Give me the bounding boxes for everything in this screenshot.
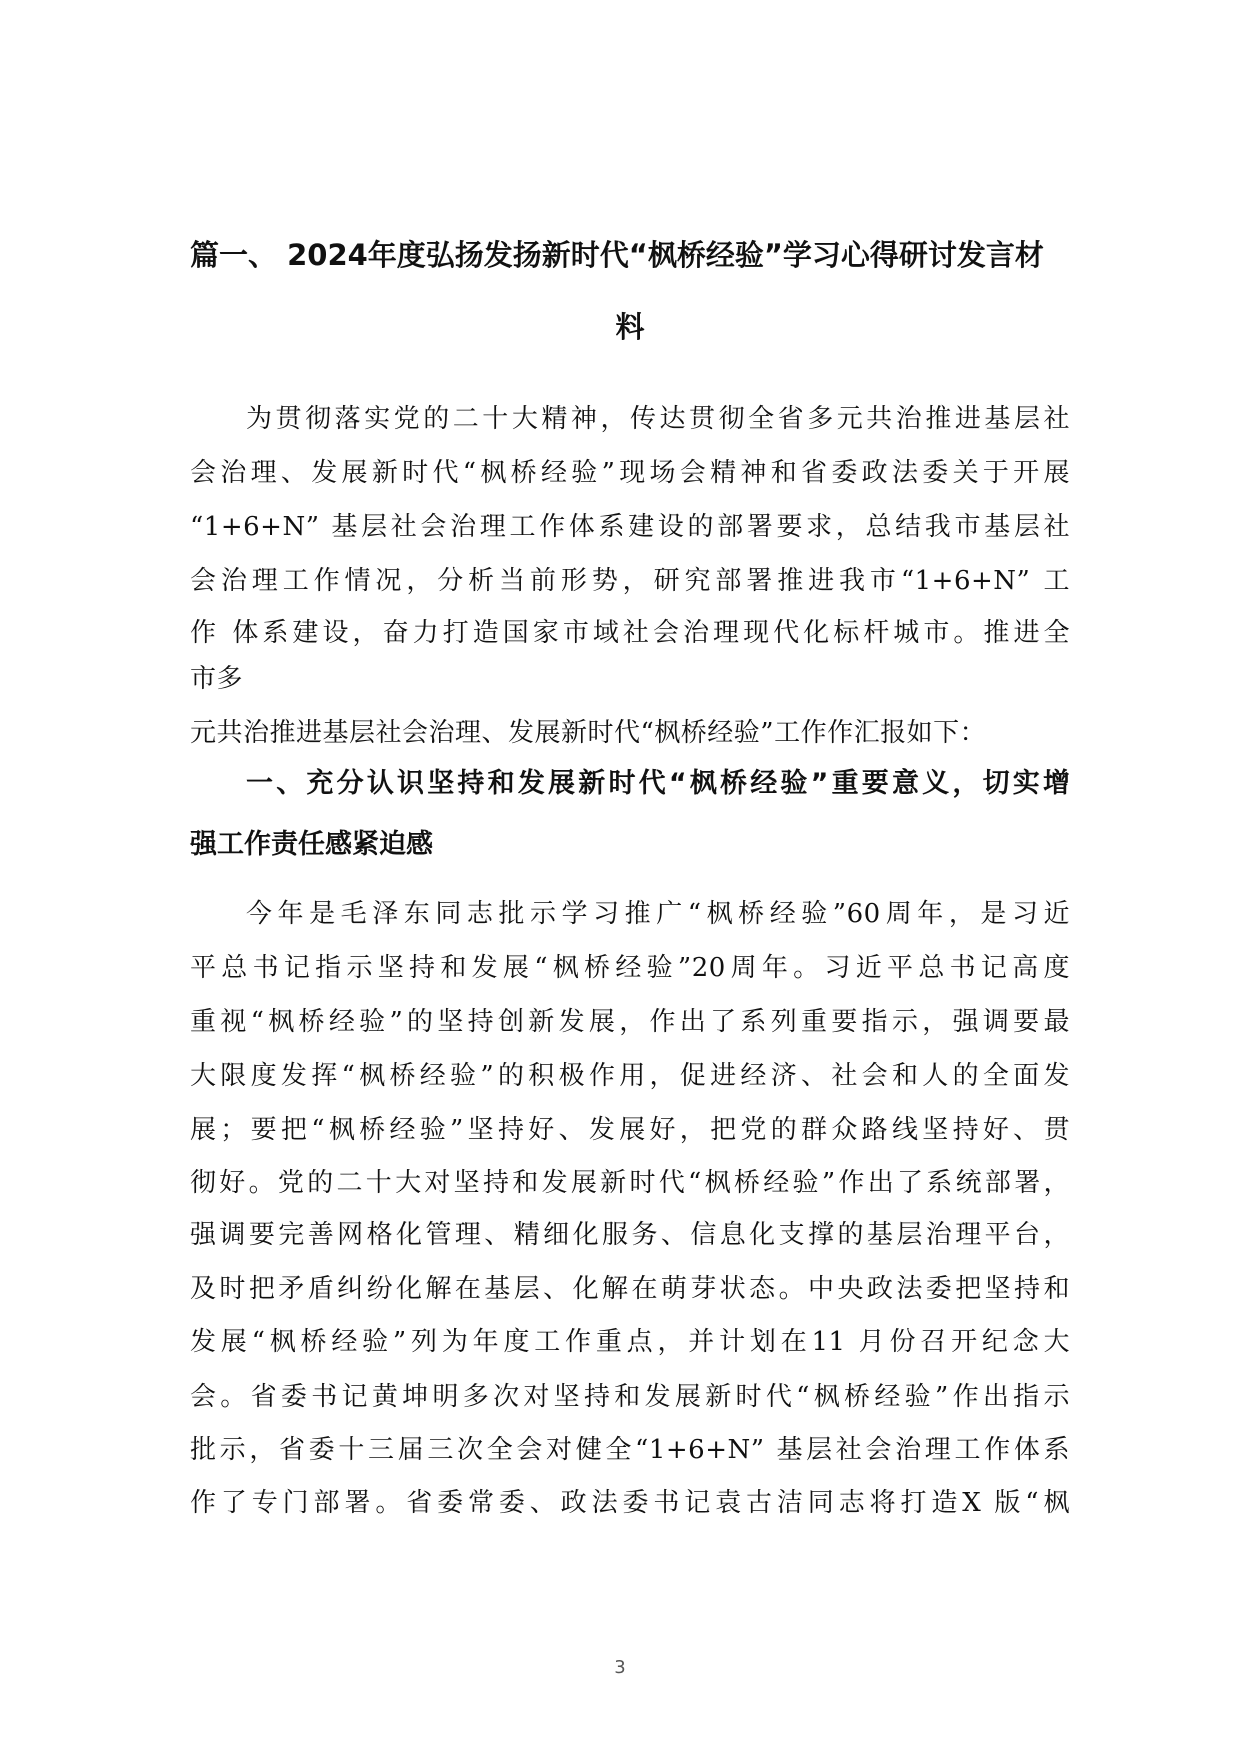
intro-line-1: 为贯彻落实党的二十大精神，传达贯彻全省多元共治推进基层社 [246, 404, 1070, 434]
intro-line-5: 作 体系建设，奋力打造国家市域社会治理现代化标杆城市。推进全 [190, 618, 1070, 648]
intro-line-6: 市多 [190, 664, 244, 694]
intro-line-4: 会治理工作情况，分析当前形势，研究部署推进我市“1+6+N” 工 [190, 566, 1070, 596]
body-line-11: 批示，省委十三届三次全会对健全“1+6+N” 基层社会治理工作体系 [190, 1435, 1070, 1465]
page-number: 3 [614, 1657, 626, 1678]
section-heading-line-2: 强工作责任感紧迫感 [190, 829, 433, 860]
body-line-8: 及时把矛盾纠纷化解在基层、化解在萌芽状态。中央政法委把坚持和 [190, 1274, 1070, 1304]
body-line-1: 今年是毛泽东同志批示学习推广“枫桥经验”60周年，是习近 [246, 899, 1070, 929]
intro-line-2: 会治理、发展新时代“枫桥经验”现场会精神和省委政法委关于开展 [190, 458, 1070, 488]
body-line-7: 强调要完善网格化管理、精细化服务、信息化支撑的基层治理平台， [190, 1220, 1070, 1250]
body-line-5: 展；要把“枫桥经验”坚持好、发展好，把党的群众路线坚持好、贯 [190, 1115, 1070, 1145]
body-line-4: 大限度发挥“枫桥经验”的积极作用，促进经济、社会和人的全面发 [190, 1061, 1070, 1091]
body-line-3: 重视“枫桥经验”的坚持创新发展，作出了系列重要指示，强调要最 [190, 1007, 1070, 1037]
document-title-line-2: 料 [615, 310, 645, 344]
body-line-6: 彻好。党的二十大对坚持和发展新时代“枫桥经验”作出了系统部署， [190, 1168, 1070, 1198]
body-line-12: 作了专门部署。省委常委、政法委书记袁古洁同志将打造X 版“枫 [190, 1488, 1070, 1518]
intro-line-3: “1+6+N” 基层社会治理工作体系建设的部署要求，总结我市基层社 [190, 512, 1070, 542]
intro-line-7: 元共治推进基层社会治理、发展新时代“枫桥经验”工作作汇报如下： [190, 718, 987, 748]
body-line-9: 发展“枫桥经验”列为年度工作重点，并计划在11 月份召开纪念大 [190, 1327, 1070, 1357]
section-heading-line-1: 一、充分认识坚持和发展新时代“枫桥经验”重要意义，切实增 [246, 768, 1070, 799]
body-line-2: 平总书记指示坚持和发展“枫桥经验”20周年。习近平总书记高度 [190, 953, 1070, 983]
body-line-10: 会。省委书记黄坤明多次对坚持和发展新时代“枫桥经验”作出指示 [190, 1382, 1070, 1412]
document-title-line-1: 篇一、 2024年度弘扬发扬新时代“枫桥经验”学习心得研讨发言材 [190, 238, 1044, 272]
